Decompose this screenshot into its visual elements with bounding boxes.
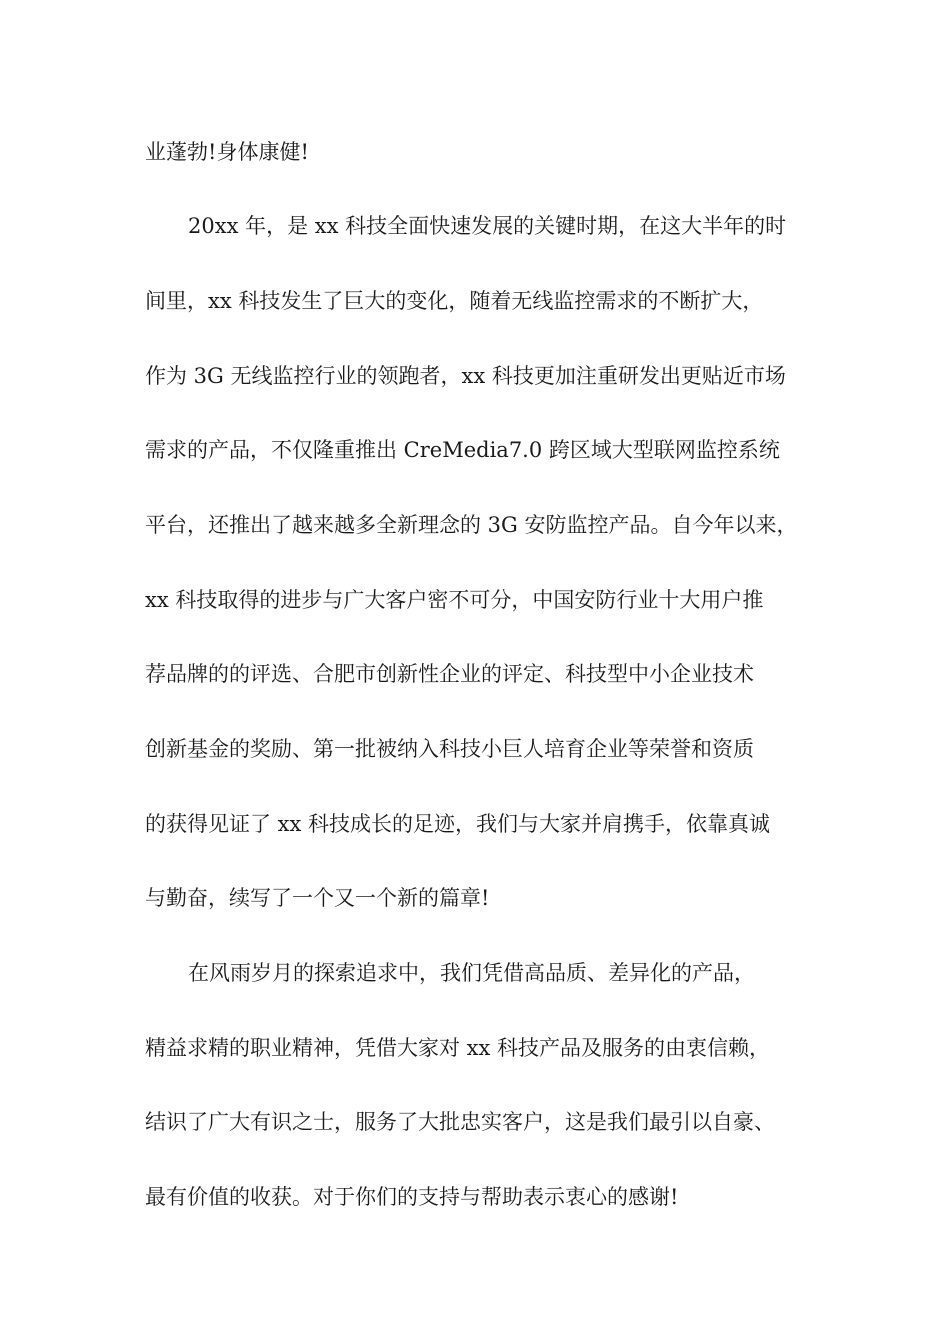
text-line: 的获得见证了 xx 科技成长的足迹，我们与大家并肩携手，依靠真诚 [145,812,771,836]
text-line: 最有价值的收获。对于你们的支持与帮助表示衷心的感谢! [145,1185,679,1209]
text-line: 荐品牌的的评选、合肥市创新性企业的评定、科技型中小企业技术 [145,662,754,686]
paragraph-start-line: 在风雨岁月的探索追求中，我们凭借高品质、差异化的产品， [188,961,755,985]
text-line: 间里，xx 科技发生了巨大的变化，随着无线监控需求的不断扩大， [145,289,764,313]
text-line: 业蓬勃!身体康健! [145,140,309,164]
text-line: 与勤奋，续写了一个又一个新的篇章! [145,886,490,910]
paragraph-start-line: 20xx 年，是 xx 科技全面快速发展的关键时期，在这大半年的时 [188,214,787,238]
text-line: 需求的产品，不仅隆重推出 CreMedia7.0 跨区域大型联网监控系统 [145,438,780,462]
text-line: 精益求精的职业精神，凭借大家对 xx 科技产品及服务的由衷信赖， [145,1036,771,1060]
text-line: 创新基金的奖励、第一批被纳入科技小巨人培育企业等荣誉和资质 [145,737,754,761]
text-line: 平台，还推出了越来越多全新理念的 3G 安防监控产品。自今年以来， [145,513,798,537]
text-line: 作为 3G 无线监控行业的领跑者，xx 科技更加注重研发出更贴近市场 [145,364,786,388]
text-line: 结识了广大有识之士，服务了大批忠实客户，这是我们最引以自豪、 [145,1110,775,1134]
text-line: xx 科技取得的进步与广大客户密不可分，中国安防行业十大用户推 [145,588,764,612]
